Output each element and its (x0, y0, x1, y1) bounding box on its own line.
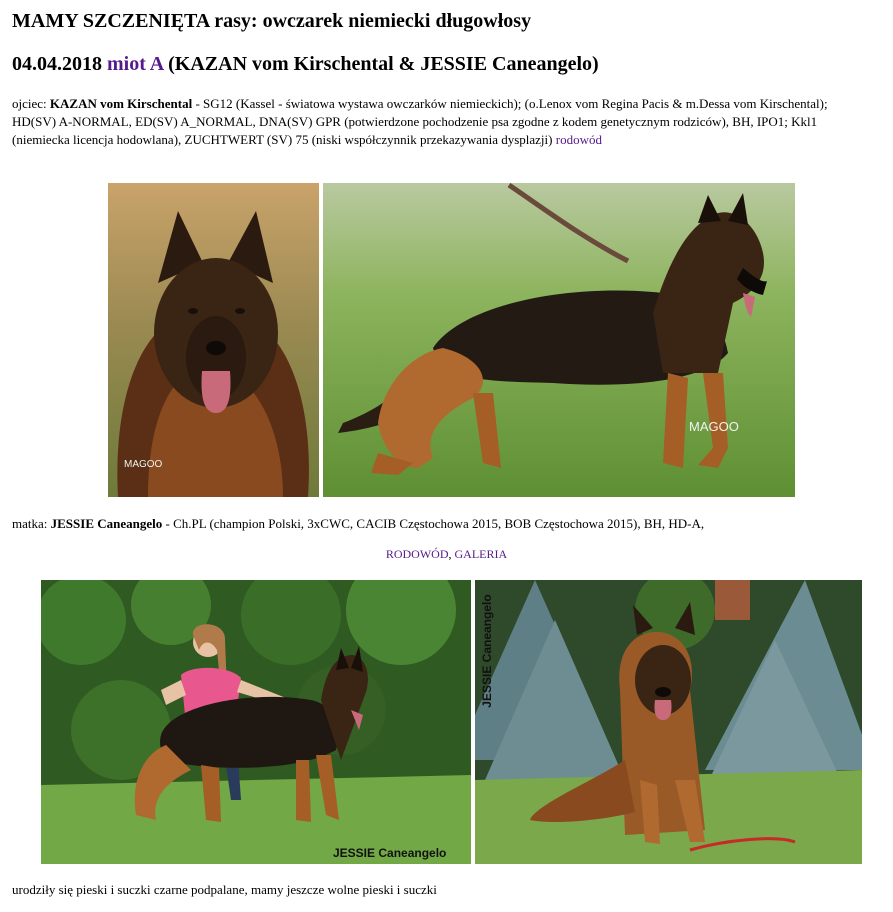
mother-show-caption: JESSIE Caneangelo (333, 846, 447, 860)
mother-sit-caption: JESSIE Caneangelo (480, 594, 494, 708)
mother-gallery-link[interactable]: GALERIA (454, 547, 508, 561)
father-health: HD(SV) A-NORMAL, ED(SV) A_NORMAL, DNA(SV) GPR (potwierdzone pochodzenie psa zgodne z kodem genetycznym rodziców), BH, IPO1; Kkl1 (niemiecka licencja hodowlana), ZUCHTWERT (SV) 75 (niski współczynnik przekazywania dysplazji) (12, 114, 818, 147)
litter-date: 04.04.2018 (12, 53, 102, 75)
father-portrait-image (108, 183, 319, 497)
mother-description: - Ch.PL (champion Polski, 3xCWC, CACIB Częstochowa 2015, BOB Częstochowa 2015), BH, HD-A, (162, 516, 705, 531)
links-separator: , (448, 547, 455, 561)
mother-links (0, 547, 893, 562)
mother-label: matka: (12, 516, 48, 531)
litter-heading (12, 53, 599, 76)
litter-link[interactable]: miot A (107, 53, 164, 75)
mother-sit-image (475, 580, 862, 864)
mother-show-photo (41, 580, 471, 864)
father-info (12, 95, 878, 149)
litter-parents: (KAZAN vom Kirschental & JESSIE Caneangelo) (168, 53, 599, 75)
footer-text: urodziły się pieski i suczki czarne podpalane, mamy jeszcze wolne pieski i suczki (12, 882, 437, 897)
mother-sit-photo (475, 580, 862, 864)
father-stand-photo (323, 183, 795, 497)
mother-pedigree-link[interactable]: RODOWÓD (385, 547, 449, 561)
father-stand-image (323, 183, 795, 497)
father-portrait-watermark: MAGOO (124, 459, 163, 470)
mother-show-image (41, 580, 471, 864)
father-pedigree-link[interactable]: rodowód (555, 132, 602, 147)
father-stand-watermark: MAGOO (689, 419, 739, 434)
father-portrait-photo (108, 183, 319, 497)
father-description: - SG12 (Kassel - światowa wystawa owczarków niemieckich); (o.Lenox vom Regina Pacis & m.Dessa vom Kirschental); (192, 96, 828, 111)
mother-name: JESSIE Caneangelo (50, 516, 163, 531)
mother-info (12, 515, 878, 533)
page-title: MAMY SZCZENIĘTA rasy: owczarek niemiecki długowłosy (12, 10, 532, 32)
father-name: KAZAN vom Kirschental (49, 96, 193, 111)
father-label: ojciec: (12, 96, 47, 111)
